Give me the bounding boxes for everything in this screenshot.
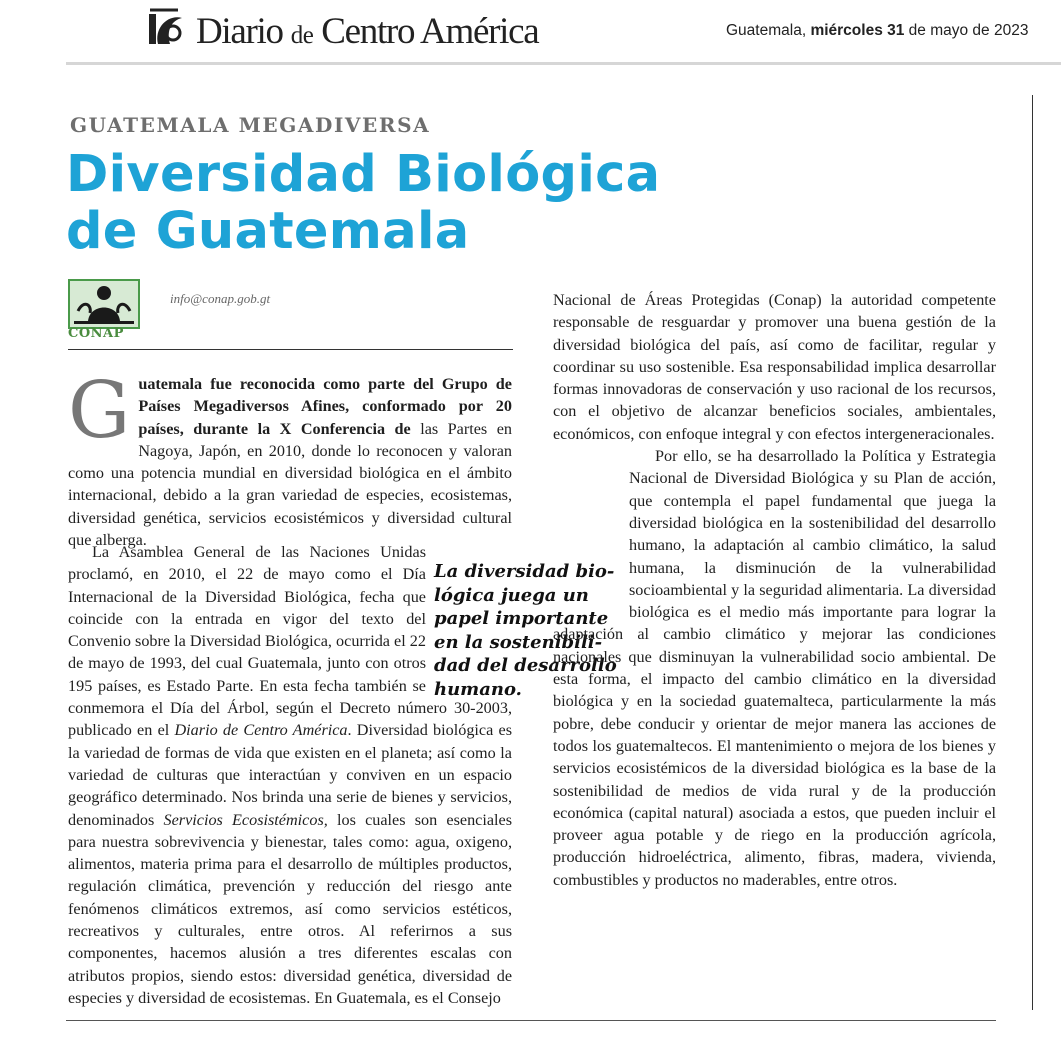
byline-divider xyxy=(68,349,513,350)
masthead-divider xyxy=(66,62,1061,65)
headline-line-2: de Guatemala xyxy=(66,202,470,261)
conap-logo-text: CONAP xyxy=(68,326,124,341)
body-paragraph-3 xyxy=(553,445,996,891)
lead-text: las Partes en Nagoya, Japón, en 2010, donde lo reconocen y valoran como una potencia mundial en diversidad biológica en el ámbito internacional, debido a la gran variedad de especies, ecosistemas, diversidad genética, servicios ecosistémicos y diversidad cultural que alberga. xyxy=(68,419,512,550)
pull-quote-line: humano. xyxy=(434,678,522,700)
dateline: Guatemala, miércoles 31 de mayo de 2023 xyxy=(726,22,1029,39)
pull-quote-line: papel importante xyxy=(434,608,609,629)
right-column-rule xyxy=(1032,95,1033,1010)
pull-quote-space xyxy=(553,445,629,617)
body-paragraph-2 xyxy=(68,541,512,1009)
paragraph-text: Nacional de Áreas Protegidas (Conap) la autoridad competente responsable de resguardar y promover una buena gestión de la diversidad biológica del país, así como de facilitar, regular y coordinar su uso sostenible. Esa responsabilidad implica desarrollar formas innovadoras de conservación y uso racional de los recursos, con el objetivo de alcanzar beneficios sociales, ambientales, económicos, con enfoque integral y con efectos intergeneracionales. xyxy=(553,291,996,443)
footer-rule xyxy=(66,1020,996,1021)
section-kicker: GUATEMALA MEGADIVERSA xyxy=(70,113,431,137)
article-headline xyxy=(66,146,660,260)
pull-quote-space xyxy=(426,541,512,691)
pull-quote-line: en la sostenibili- xyxy=(434,631,603,653)
author-email[interactable]: info@conap.gob.gt xyxy=(170,291,271,306)
pull-quote-line: lógica juega un xyxy=(434,584,589,606)
article-column-1-body xyxy=(68,541,512,1011)
paragraph-text: los cuales son esenciales para nuestra sobrevivencia y bienestar, tales como: agua, oxigeno, alimentos, materia prima para el desarrollo de múltiples productos, regulación climática, prevención y reducción del riesgo ante fenómenos climáticos extremos, así como servicios estéticos, recreativos y culturales, entre otros. Al referirnos a sus componentes, hacemos alusión a tres diferentes escalas con atributos propios, siendo estos: diversidad genética, diversidad de especies y diversidad de ecosistemas. En Guatemala, es el Consejo xyxy=(68,810,512,1007)
headline-line-1: Diversidad Biológica xyxy=(66,145,661,204)
body-paragraph-2-continued xyxy=(553,289,996,445)
diario-swirl-logo-icon xyxy=(148,8,184,50)
conap-logo-image xyxy=(68,279,140,329)
pull-quote-line: La diversidad bio- xyxy=(434,561,615,582)
paragraph-text: La Asamblea General de las Naciones Unidas proclamó, en 2010, el 22 de mayo como el Día Internacional de la Diversidad Biológica, fecha que coincide con la entrada en vigor del texto del Convenio sobre la Diversidad Biológica, ocurrida el 22 de mayo de 1993, del cual Guatemala, junto con otros 195 países, es Estado Parte. En esta fecha también se conmemora el Día del Árbol, según el Decreto número 30-2003, publicado en el xyxy=(68,543,512,740)
paragraph-text: Por ello, se ha desarrollado la Política y Estrategia Nacional de Diversidad Biológica y su Plan de acción, que contempla el papel fundamental que juega la diversidad biológica en la sostenibilidad del desarrollo humano, la adaptación al cambio climático, la salud humana, la disminución de la vulnerabilidad socioambiental y la seguridad alimentaria. La diversidad biológica es el medio más importante para lograr la adaptación al cambio climático y mejorar las condiciones nacionales que disminuyan la vulnerabilidad socio ambiental. De esta forma, el impacto del cambio climático en la diversidad biológica y en la sociedad guatemalteca, particularmente la más pobre, debe conducir y orientar de mejor manera las acciones de todos los guatemaltecos. El mantenimiento o mejora de los bienes y servicios ecosistémicos de la diversidad biológica es la base de la sostenibilidad de medios de vida rural y de la producción económica (capital natural) asociada a estos, que pueden incluir el proveer agua potable y de riego en la producción agrícola, producción hidroeléctrica, alimento, fibras, madera, vivienda, combustibles y productos no maderables, entre otros. xyxy=(553,447,996,889)
paragraph-italic: Servicios Ecosistémicos, xyxy=(163,810,328,829)
article-column-2 xyxy=(553,289,996,1011)
lead-bold-text: uatemala fue reconocida como parte del Grupo de Países Megadiversos Afines, conformado por 20 países, durante la X Conferencia de xyxy=(138,375,512,438)
article-column-1 xyxy=(68,366,512,551)
paragraph-text: . Diversidad biológica es la variedad de formas de vida que existen en el planeta; así como la variedad de culturas que interactúan y conviven en un espacio geográfico determinado. Nos brinda una serie de bienes y servicios, denominados xyxy=(68,721,512,829)
drop-cap: G xyxy=(68,366,131,456)
monkey-icon xyxy=(70,281,138,327)
conap-logo xyxy=(68,279,142,343)
newspaper-brand[interactable]: Diario de Centro América xyxy=(196,11,539,52)
pull-quote-line: dad del desarrollo xyxy=(434,655,617,676)
lead-paragraph xyxy=(68,366,512,551)
masthead xyxy=(0,0,1061,62)
column-2-inner xyxy=(553,289,996,891)
paragraph-italic: Diario de Centro América xyxy=(174,721,348,740)
